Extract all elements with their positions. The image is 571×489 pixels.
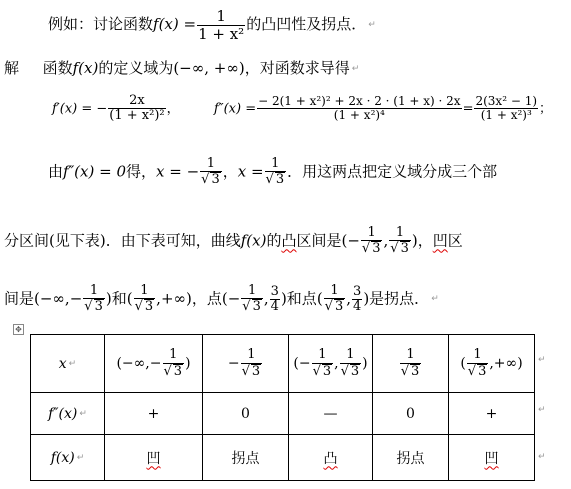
example-fraction-den: 1 + x² [198,24,245,43]
example-line [48,8,376,42]
convex-interval-left [361,226,383,257]
concave-interval-2-frac [134,284,156,315]
cell-5-den: √ 3 [467,363,487,379]
cell-3-open: (− [293,355,311,372]
paragraph-1-text-c: ， [222,162,238,181]
root-1-lhs: x = − [156,162,200,181]
table-cell-point-1 [203,335,289,393]
cell-4-radicand: 3 [411,363,420,379]
concavity-table [30,334,535,481]
concave-2-num: 1 [134,284,156,299]
second-derivative-simplified-den: (1 + x²)³ [480,108,532,123]
paragraph-2-text-c: 区间是 [296,231,342,250]
root-1-num: 1 [200,157,222,172]
point-1-x-radicand: 3 [252,299,261,315]
point-1-comma: , [263,289,269,308]
cell-mark-icon: ↵ [68,358,77,369]
row-end-mark-icon: ↵ [538,405,546,415]
concave-interval-1-close: ) [105,289,112,308]
table-cell-interval-2 [289,335,373,393]
example-fraction [197,8,245,42]
paragraph-3-and: 和 [111,289,127,308]
cell-2-den: √ 3 [241,363,261,379]
cell-3-left-den: √ 3 [312,363,332,379]
paragraph-1 [48,157,497,188]
paragraph-3-text-b: ，点 [191,289,222,308]
cell-3-frac-left [312,348,334,379]
concave-2-radicand: 3 [144,299,154,315]
convex-word: 凸 [281,231,297,250]
second-derivative-fraction [257,95,461,122]
point-1-y [270,285,280,315]
cell-1-den: √ 3 [163,363,183,379]
table-cell-shape-2 [203,435,289,481]
paragraph-1-text-d: ．用这两点把定义域分成三个部 [287,162,498,181]
shape-3-label: 凸 [323,450,338,467]
paragraph-3-text-c: 是拐点． [369,289,430,308]
point-2-close: ) [363,289,370,308]
solution-text-1: 函数 [42,59,73,77]
table-cell-interval-1 [105,335,203,393]
table-header-f2 [31,393,105,435]
point-2-y [352,285,362,315]
root-2-den: √ 3 [265,172,285,188]
paragraph-mark-icon: ↵ [431,294,439,305]
concave-word: 凹 [432,231,448,250]
table-row-function [31,435,535,481]
cell-5-close: ,+∞) [489,355,523,372]
solution-text-2: 的定义域为 [98,59,174,77]
cell-3-frac-right [340,348,362,379]
paragraph-3-and-point: 和点 [286,289,317,308]
first-derivative-den: (1 + x²)² [109,108,165,124]
table-cell-interval-3 [449,335,535,393]
table-row-second-derivative [31,393,535,435]
first-derivative-fraction [108,94,165,124]
table-header-f2-label: f″(x) [48,405,78,422]
paragraph-2-fx: f(x) [240,231,267,250]
example-fraction-num: 1 [197,8,245,26]
point-2-comma: , [346,289,352,308]
cell-mark-icon: ↵ [76,452,85,463]
table-cell-shape-3 [289,435,373,481]
paragraph-3 [4,284,439,315]
table-header-x [31,335,105,393]
root-1-fraction [200,157,222,188]
table-cell-sign-5: + [449,393,535,435]
point-1-x-den: √ 3 [242,299,261,315]
point-2-y-num: 3 [353,283,362,299]
point-1-y-num: 3 [270,283,279,299]
cell-2-frac [241,348,263,379]
cell-3-close: ) [362,355,368,372]
paragraph-2-text-b: 的 [266,231,282,250]
concave-1-radicand: 3 [94,299,103,315]
root-2-num: 1 [265,157,287,172]
cell-1-open: (−∞,− [116,355,162,372]
second-derivative-simplified-num: 2(3x² − 1) [475,94,538,109]
paragraph-mark-icon: ↵ [368,20,376,30]
root-1-radicand: 3 [211,172,220,188]
second-derivative-eq: = [462,101,474,117]
cell-5-num: 1 [467,348,489,363]
cell-3-right-den: √ 3 [340,363,360,379]
root-2-radicand: 3 [275,172,285,188]
cell-5-open: ( [460,355,466,372]
concave-2-den: √ 3 [134,299,154,315]
second-derivative-den: (1 + x²)⁴ [333,108,385,123]
cell-3-left-radicand: 3 [322,363,332,379]
paragraph-2 [4,226,463,257]
derivatives-line [52,94,552,124]
concave-interval-1-frac [83,284,105,315]
cell-3-right-radicand: 3 [350,363,360,379]
point-2-x-num: 1 [324,284,346,299]
shape-1-label: 凹 [146,450,161,467]
solution-line [4,57,359,78]
table-move-handle-icon[interactable]: ✥ [13,324,24,335]
cell-1-frac [163,348,185,379]
row-end-mark-icon: ↵ [538,452,546,462]
paragraph-1-text-b: 得， [125,162,156,181]
point-2-x-den: √ 3 [324,299,344,315]
convex-interval-close: ) [411,231,418,250]
example-tail: 的凸凹性及拐点． [246,15,367,33]
point-2-y-den: 4 [353,298,362,314]
table-header-x-label: x [58,355,67,372]
table-cell-shape-4 [373,435,449,481]
point-1-x [241,284,263,315]
solution-fx: f(x) [72,59,99,77]
second-derivative-lhs: f″(x) = [213,101,257,117]
first-derivative-num: 2x [108,94,165,109]
convex-right-num: 1 [389,226,411,241]
point-2-x [324,284,346,315]
cell-3-left-num: 1 [312,348,334,363]
cell-2-sign: − [227,355,240,372]
paragraph-2-text-e: 区 [447,231,463,250]
table-row-x [31,335,535,393]
paragraph-1-condition: f″(x) = 0 [63,162,126,181]
cell-3-comma: , [334,355,339,372]
cell-4-frac [400,348,422,379]
table-cell-shape-1 [105,435,203,481]
convex-left-num: 1 [361,226,383,241]
root-2-lhs: x = [237,162,264,181]
derivative-end: ； [539,101,553,117]
shape-2-label: 拐点 [231,450,260,467]
cell-1-radicand: 3 [173,363,183,379]
second-derivative-num: − 2(1 + x²)² + 2x · 2 · (1 + x) · 2x [258,94,461,109]
cell-1-close: ) [185,355,191,372]
second-derivative-simplified [474,95,538,122]
derivative-separator: ， [166,101,180,117]
concave-interval-2-close: ,+∞) [156,289,192,308]
row-end-mark-icon: ↵ [538,355,546,365]
cell-5-frac [467,348,489,379]
table-cell-sign-4: 0 [373,393,449,435]
solution-text-3: ，对函数求导得 [244,59,350,77]
convex-interval-comma: , [383,231,389,250]
convex-right-den: √ 3 [390,241,409,257]
table-cell-sign-1: + [105,393,203,435]
cell-2-num: 1 [241,348,263,363]
point-1-open: (− [221,289,241,308]
point-1-close: ) [280,289,287,308]
shape-5-label: 凹 [484,450,499,467]
table-cell-shape-5 [449,435,535,481]
cell-mark-icon: ↵ [79,408,87,419]
cell-4-den: √ 3 [400,363,420,379]
concave-1-num: 1 [83,284,105,299]
cell-2-radicand: 3 [251,363,261,379]
convex-interval-right [389,226,411,257]
concave-1-den: √ 3 [84,299,103,315]
table-cell-sign-2: 0 [203,393,289,435]
cell-5-radicand: 3 [478,363,487,379]
point-2-x-radicand: 3 [334,299,344,315]
solution-domain: (−∞, +∞) [173,59,245,77]
example-function-lhs: f(x) = [153,15,197,33]
point-1-x-num: 1 [241,284,263,299]
example-label: 例如：讨论函数 [48,15,154,33]
convex-interval-open: (− [341,231,360,250]
cell-3-right-num: 1 [340,348,362,363]
solution-label: 解 [4,59,20,77]
table-header-f-label: f(x) [50,449,75,466]
cell-4-num: 1 [400,348,422,363]
table-cell-sign-3: — [289,393,373,435]
convex-left-den: √ 3 [361,241,381,257]
paragraph-3-text-a: 间是 [4,289,35,308]
convex-left-radicand: 3 [372,241,381,257]
root-2-fraction [265,157,287,188]
paragraph-1-text-a: 由 [48,162,64,181]
paragraph-mark-icon: ↵ [351,64,360,74]
table-cell-point-2 [373,335,449,393]
shape-4-label: 拐点 [396,450,425,467]
table-header-f [31,435,105,481]
cell-1-num: 1 [163,348,185,363]
first-derivative-lhs: f′(x) = − [52,101,108,117]
convex-right-radicand: 3 [400,241,409,257]
root-1-den: √ 3 [201,172,220,188]
paragraph-2-text-d: ， [417,231,433,250]
concave-interval-2-open: ( [126,289,133,308]
point-1-y-den: 4 [270,298,279,314]
concave-interval-1-open: (−∞,− [34,289,83,308]
point-2-open: ( [316,289,323,308]
paragraph-2-text-a: 分区间(见下表)．由下表可知，曲线 [4,231,241,250]
